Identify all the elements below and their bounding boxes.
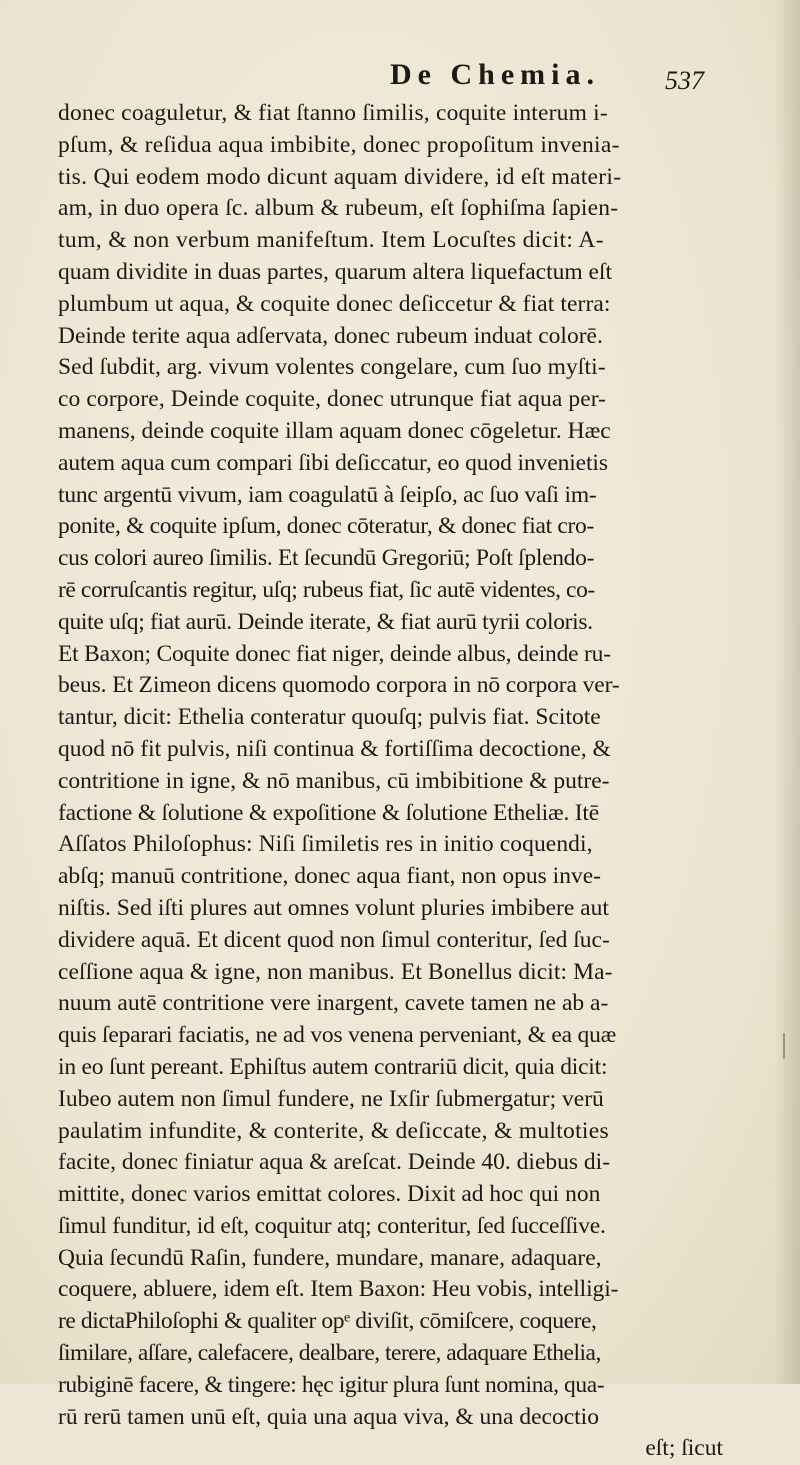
text-line: co corpore, Deinde coquite, donec utrunque fiat aqua per- — [58, 386, 607, 413]
text-line: mittite, donec varios emittat colores. Dixit ad hoc qui non — [58, 1181, 601, 1208]
text-line: autem aqua cum compari ſibi deſiccatur, eo quod invenietis — [58, 449, 608, 476]
text-line: Deinde terite aqua adſervata, donec rubeum induat colorē. — [58, 322, 603, 349]
text-line: ſimul funditur, id eſt, coquitur atq; conteritur, ſed ſucceſſive. — [58, 1212, 606, 1239]
text-line: Et Baxon; Coquite donec fiat niger, deinde albus, deinde ru- — [58, 640, 611, 667]
text-line: donec coaguletur, & fiat ſtanno ſimilis, coquite interum i- — [58, 100, 608, 126]
text-line: coquere, abluere, idem eſt. Item Baxon: Heu vobis, intelligi- — [58, 1276, 619, 1303]
text-line: re dictaPhiloſophi & qualiter opᵉ diviſit, cōmiſcere, coquere, — [58, 1308, 597, 1335]
text-line: facite, donec finiatur aqua & areſcat. Deinde 40. diebus di- — [58, 1149, 611, 1176]
text-line: Quia ſecundū Raſin, fundere, mundare, manare, adaquare, — [58, 1244, 602, 1271]
text-line: Sed ſubdit, arg. vivum volentes congelare, cum ſuo myſti- — [58, 354, 606, 381]
text-line: quis ſeparari faciatis, ne ad vos venena perveniant, & ea quæ — [58, 1022, 617, 1049]
text-line: tantur, dicit: Ethelia conteratur quouſq; pulvis fiat. Scitote — [58, 704, 601, 731]
text-line: plumbum ut aqua, & coquite donec deſiccetur & fiat terra: — [58, 290, 611, 317]
text-line: quite uſq; fiat aurū. Deinde iterate, & fiat aurū tyrii coloris. — [58, 608, 593, 635]
page-edge-shadow — [774, 0, 800, 1384]
text-line: contritione in igne, & nō manibus, cū imbibitione & putre- — [58, 767, 610, 794]
text-line: tum, & non verbum manifeſtum. Item Locuſtes dicit: A- — [58, 227, 604, 254]
text-line: dividere aquā. Et dicent quod non ſimul conteritur, ſed ſuc- — [58, 926, 610, 953]
text-line: factione & ſolutione & expoſitione & ſolutione Etheliæ. Itē — [58, 799, 599, 826]
text-line: in eo ſunt pereant. Ephiſtus autem contrariū dicit, quia dicit: — [58, 1053, 608, 1080]
text-line: paulatim infundite, & conterite, & deſiccate, & multoties — [58, 1117, 609, 1144]
text-line: eſt; ſicut — [645, 1435, 723, 1462]
text-line: manens, deinde coquite illam aquam donec cōgeletur. Hæc — [58, 417, 611, 444]
text-line: rē corruſcantis regitur, uſq; rubeus fiat, ſic autē videntes, co- — [58, 576, 595, 603]
running-title: De Chemia. — [390, 58, 600, 91]
text-line: quod nō fit pulvis, niſi continua & fortiſſima decoctione, & — [58, 735, 611, 762]
text-line: niſtis. Sed iſti plures aut omnes volunt pluries imbibere aut — [58, 894, 609, 921]
text-line: ceſſione aqua & igne, non manibus. Et Bonellus dicit: Ma- — [58, 958, 613, 985]
text-line: nuum autē contritione vere inargent, cavete tamen ne ab a- — [58, 990, 609, 1017]
text-line: abſq; manuū contritione, donec aqua fiant, non opus inve- — [58, 863, 601, 890]
text-line: pſum, & reſidua aqua imbibite, donec propoſitum invenia- — [58, 131, 620, 158]
text-line: rubiginē facere, & tingere: hęc igitur plura ſunt nomina, qua- — [58, 1371, 605, 1398]
text-line: Iubeo autem non ſimul fundere, ne Ixſir ſubmergatur; verū — [58, 1085, 604, 1112]
text-line: Aſſatos Philoſophus: Niſi ſimiletis res in initio coquendi, — [58, 831, 593, 858]
text-line: am, in duo opera ſc. album & rubeum, eſt ſophiſma ſapien- — [58, 195, 619, 222]
margin-mark — [783, 1033, 785, 1059]
text-block — [58, 98, 763, 1465]
text-line: ſimilare, aſſare, calefacere, dealbare, terere, adaquare Ethelia, — [58, 1340, 601, 1367]
text-line: cus colori aureo ſimilis. Et ſecundū Gregoriū; Poſt ſplendo- — [58, 545, 595, 572]
text-line: tunc argentū vivum, iam coagulatū à ſeipſo, ac ſuo vaſi im- — [58, 481, 597, 508]
text-line: ponite, & coquite ipſum, donec cōteratur, & donec fiat cro- — [58, 513, 595, 540]
text-line: quam dividite in duas partes, quarum altera liquefactum eſt — [58, 258, 613, 285]
text-line: rū rerū tamen unū eſt, quia una aqua viva, & una decoctio — [58, 1403, 599, 1430]
page-number: 537 — [665, 66, 704, 95]
text-line: tis. Qui eodem modo dicunt aquam dividere, id eſt materi- — [58, 163, 622, 190]
text-line: beus. Et Zimeon dicens quomodo corpora in nō corpora ver- — [58, 672, 620, 699]
